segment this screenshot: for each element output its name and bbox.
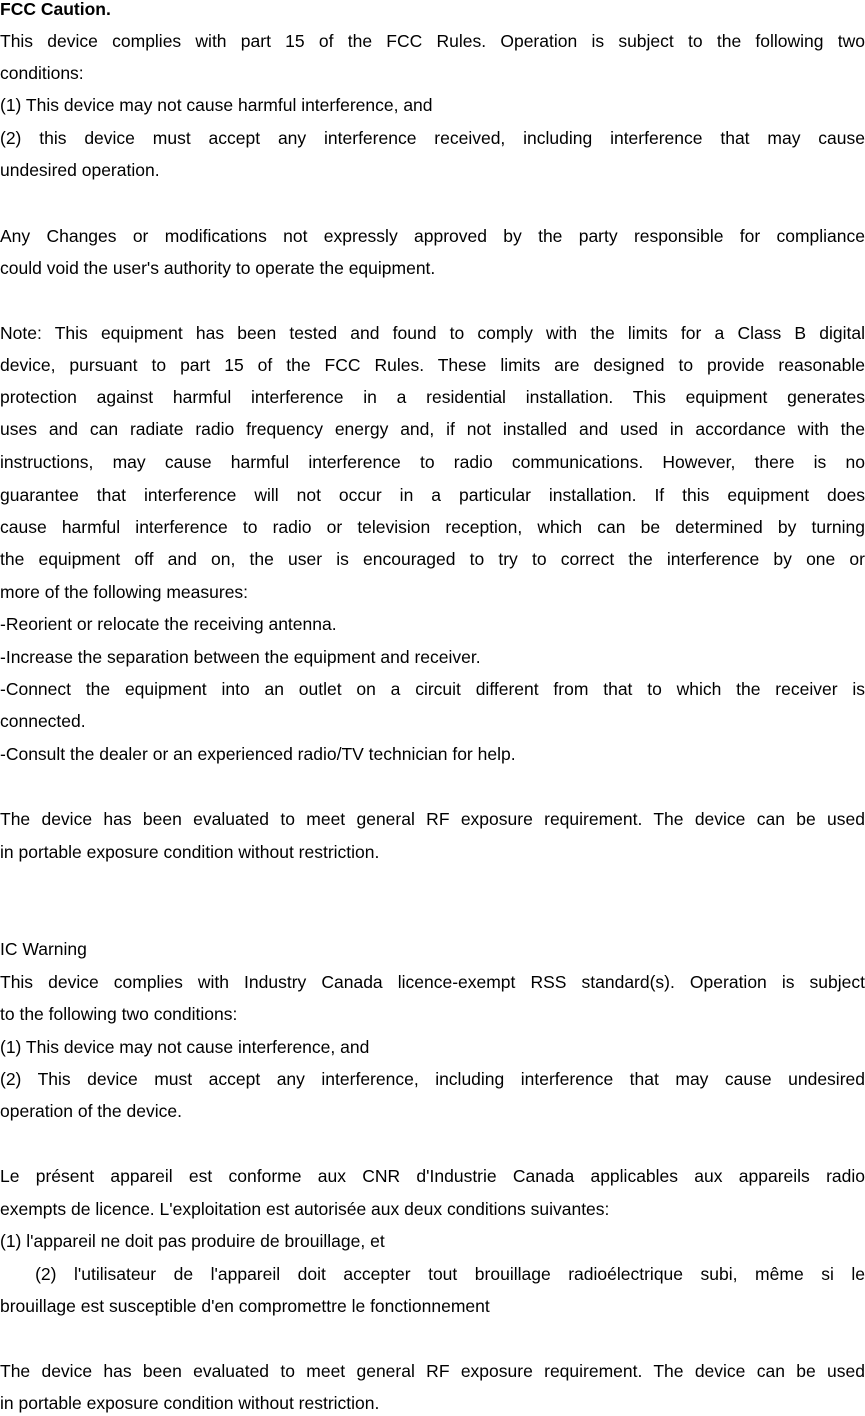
fcc-measure-3-line: -Connect the equipment into an outlet on a circuit different from that to which the receiver is bbox=[0, 679, 865, 699]
fcc-note-line: instructions, may cause harmful interference to radio communications. However, there is no bbox=[0, 452, 865, 472]
fcc-note-line: guarantee that interference will not occur in a particular installation. If this equipment does bbox=[0, 485, 865, 505]
fcc-measure-4: -Consult the dealer or an experienced radio/TV technician for help. bbox=[0, 744, 516, 764]
fcc-note-line: Note: This equipment has been tested and found to comply with the limits for a Class B digital bbox=[0, 323, 865, 343]
fcc-changes-line: Any Changes or modifications not expressly approved by the party responsible for compliance bbox=[0, 226, 865, 246]
ic-french-condition-1: (1) l'appareil ne doit pas produire de brouillage, et bbox=[0, 1231, 385, 1251]
fcc-note-line: protection against harmful interference in a residential installation. This equipment generates bbox=[0, 387, 865, 407]
ic-condition-1: (1) This device may not cause interference, and bbox=[0, 1037, 370, 1057]
ic-french-line: Le présent appareil est conforme aux CNR d'Industrie Canada applicables aux appareils radio bbox=[0, 1166, 865, 1186]
ic-french-condition-2-line: (2) l'utilisateur de l'appareil doit accepter tout brouillage radioélectrique subi, même si le bbox=[0, 1264, 865, 1284]
fcc-intro-line: conditions: bbox=[0, 63, 84, 83]
fcc-note-line: device, pursuant to part 15 of the FCC Rules. These limits are designed to provide reasonable bbox=[0, 355, 865, 375]
fcc-note-line: uses and can radiate radio frequency energy and, if not installed and used in accordance with the bbox=[0, 419, 865, 439]
fcc-note-line: more of the following measures: bbox=[0, 582, 249, 602]
fcc-measure-1: -Reorient or relocate the receiving antenna. bbox=[0, 614, 337, 634]
ic-intro-line: This device complies with Industry Canada licence-exempt RSS standard(s). Operation is subject bbox=[0, 972, 865, 992]
fcc-intro-line: This device complies with part 15 of the FCC Rules. Operation is subject to the following two bbox=[0, 31, 865, 51]
fcc-title: FCC Caution. bbox=[0, 0, 111, 19]
fcc-note-line: the equipment off and on, the user is encouraged to try to correct the interference by one or bbox=[0, 549, 865, 569]
ic-french-line: exempts de licence. L'exploitation est autorisée aux deux conditions suivantes: bbox=[0, 1199, 610, 1219]
ic-title: IC Warning bbox=[0, 939, 87, 959]
ic-intro-line: to the following two conditions: bbox=[0, 1004, 238, 1024]
ic-condition-2-line: operation of the device. bbox=[0, 1101, 182, 1121]
fcc-changes-line: could void the user's authority to operate the equipment. bbox=[0, 258, 436, 278]
ic-condition-2-line: (2) This device must accept any interference, including interference that may cause undesired bbox=[0, 1069, 865, 1089]
fcc-note-line: cause harmful interference to radio or television reception, which can be determined by turning bbox=[0, 517, 865, 537]
fcc-condition-2-line: (2) this device must accept any interference received, including interference that may cause bbox=[0, 128, 865, 148]
fcc-rf-line: The device has been evaluated to meet general RF exposure requirement. The device can be used bbox=[0, 809, 865, 829]
fcc-condition-1: (1) This device may not cause harmful interference, and bbox=[0, 95, 433, 115]
ic-rf-line: The device has been evaluated to meet general RF exposure requirement. The device can be used bbox=[0, 1361, 865, 1381]
fcc-condition-2-line: undesired operation. bbox=[0, 160, 160, 180]
fcc-rf-line: in portable exposure condition without restriction. bbox=[0, 842, 380, 862]
ic-rf-line: in portable exposure condition without restriction. bbox=[0, 1393, 380, 1413]
ic-french-condition-2-line: brouillage est susceptible d'en compromettre le fonctionnement bbox=[0, 1296, 490, 1316]
fcc-measure-3-line: connected. bbox=[0, 711, 86, 731]
fcc-measure-2: -Increase the separation between the equipment and receiver. bbox=[0, 647, 481, 667]
